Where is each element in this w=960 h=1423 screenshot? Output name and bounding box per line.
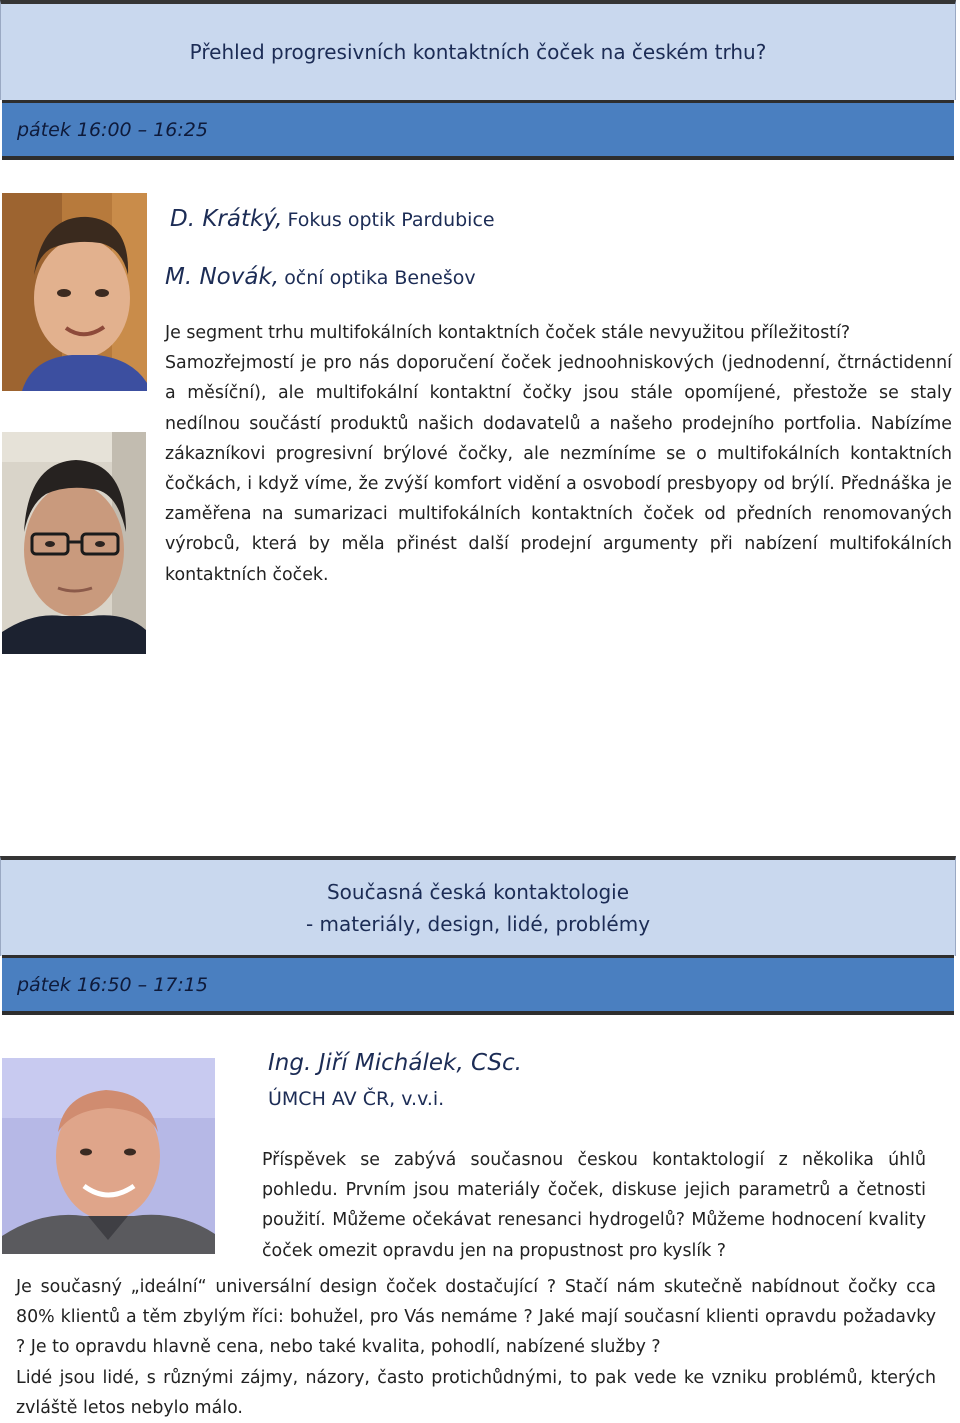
session2-abstract-side bbox=[262, 1145, 926, 1266]
session2-title-band bbox=[0, 856, 956, 956]
session2-abstract-full1: Je současný „ideální“ universální design čoček dostačující ? Stačí nám skutečně nabídnout čočky cca 80% klientů a těm zbylým říci: bohužel, pro Vás nemáme ? Jaké mají současní klienti opravdu požadavky ? Je to opravdu hlavně cena, nebo také kvalita, pohodlí, nabízené služby ? bbox=[16, 1277, 936, 1358]
speaker3-portrait-image bbox=[2, 1058, 215, 1254]
speaker3-affiliation: ÚMCH AV ČR, v.v.i. bbox=[268, 1088, 445, 1110]
session1-abstract-first: Je segment trhu multifokálních kontaktních čoček stále nevyužitou příležitostí? bbox=[165, 323, 851, 343]
speaker2-name: M. Novák, bbox=[165, 264, 280, 290]
speaker1-photo bbox=[2, 193, 147, 391]
session1-time: pátek 16:00 – 16:25 bbox=[17, 118, 208, 141]
speaker1-affiliation: Fokus optik Pardubice bbox=[287, 209, 495, 231]
session2-abstract-side-text: Příspěvek se zabývá současnou českou kontaktologií z několika úhlů pohledu. Prvním jsou materiály čoček, diskuse jejich parametrů a četnosti použití. Můžeme očekávat renesanci hydrogelů? Můžeme hodnocení kvality čoček omezit opravdu jen na propustnost pro kyslík ? bbox=[262, 1150, 926, 1261]
session2-abstract-full2: Lidé jsou lidé, s různými zájmy, názory, často protichůdnými, to pak vede ke vzniku problémů, kterých zvláště letos nebylo málo. bbox=[16, 1367, 936, 1418]
session2-abstract-full bbox=[16, 1272, 936, 1423]
session2-time: pátek 16:50 – 17:15 bbox=[17, 973, 208, 996]
session1-time-band bbox=[2, 100, 954, 160]
session2-title-line1: Současná česká kontaktologie bbox=[326, 880, 630, 904]
speaker3-name: Ing. Jiří Michálek, CSc. bbox=[268, 1050, 522, 1076]
speaker2-line bbox=[165, 264, 476, 290]
speaker2-affiliation: oční optika Benešov bbox=[284, 267, 476, 289]
speaker2-photo bbox=[2, 432, 146, 654]
speaker1-portrait-image bbox=[2, 193, 147, 391]
speaker2-portrait-image bbox=[2, 432, 146, 654]
speaker1-line bbox=[170, 206, 495, 232]
session1-title-band bbox=[0, 0, 956, 100]
session1-abstract-body: Samozřejmostí je pro nás doporučení čoček jednoohniskových (jednodenní, čtrnáctidenní a měsíční), ale multifokální kontaktní čočky jsou stále opomíjené, přestože se staly nedílnou součástí produktů našich dodavatelů a našeho prodejního portfolia. Nabízíme zákazníkovi progresivní brýlové čočky, ale nezmíníme se o multifokálních kontaktních čočkách, i když víme, že zvýší komfort vidění a osvobodí presbyopy od brýlí. Přednáška je zaměřena na sumarizaci multifokálních kontaktních čoček od předních renomovaných výrobců, která by měla přinést další prodejní argumenty při nabízení multifokálních kontaktních čoček. bbox=[165, 353, 952, 585]
session1-abstract bbox=[165, 318, 952, 590]
session1-title: Přehled progresivních kontaktních čoček na českém trhu? bbox=[189, 40, 767, 64]
speaker3-photo bbox=[2, 1058, 215, 1254]
speaker1-name: D. Krátký, bbox=[170, 206, 283, 232]
session2-time-band bbox=[2, 955, 954, 1015]
session2-title-line2: - materiály, design, lidé, problémy bbox=[305, 912, 651, 936]
